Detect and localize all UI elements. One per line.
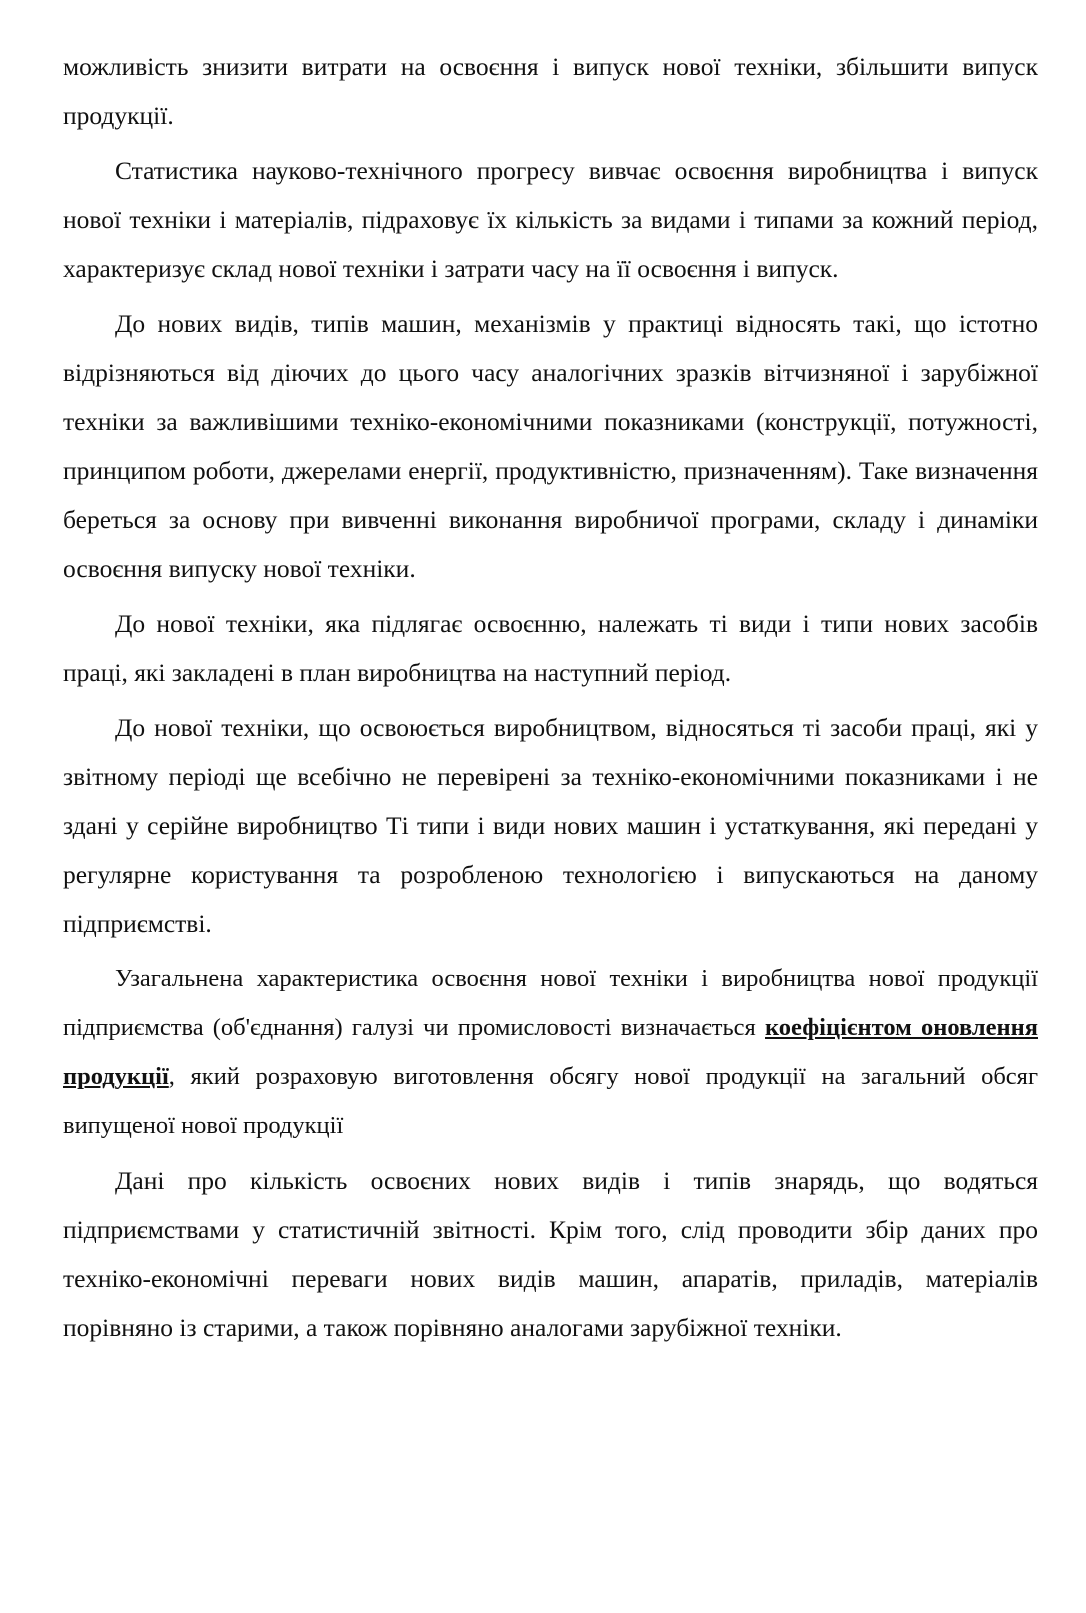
paragraph-6-tail: , який розраховую виготовлення обсягу нової продукції на загальний обсяг випущеної нової продукції [63, 1063, 1038, 1139]
document-page [63, 42, 1038, 1358]
paragraph-5: До нової техніки, що освоюється виробництвом, відносяться ті засоби праці, які у звітному періоді ще всебічно не перевірені за техніко-економічними показниками і не здані у серійне виробництво Ті типи і види нових машин і устаткування, які передані у регулярне користування та розробленою технологією і випускаються на даному підприємстві. [63, 713, 1038, 938]
paragraph-7: Дані про кількість освоєних нових видів і типів знарядь, що водяться підприємствами у статистичній звітності. Крім того, слід проводити збір даних про техніко-економічні переваги нових видів машин, апаратів, приладів, матеріалів порівняно із старими, а також порівняно аналогами зарубіжної техніки. [63, 1166, 1038, 1342]
paragraph-6 [63, 954, 1038, 1150]
paragraph-2: Статистика науково-технічного прогресу вивчає освоєння виробництва і випуск нової техніки і матеріалів, підраховує їх кількість за видами і типами за кожний період, характеризує склад нової техніки і затрати часу на її освоєння і випуск. [63, 156, 1038, 283]
paragraph-1: можливість знизити витрати на освоєння і випуск нової техніки, збільшити випуск продукції. [63, 52, 1038, 130]
paragraph-6-lead: Узагальнена характеристика освоєння нової техніки і виробництва нової продукції підприємства (об'єднання) галузі чи промисловості визначається [63, 965, 1038, 1041]
paragraph-3: До нових видів, типів машин, механізмів у практиці відносять такі, що істотно відрізняються від діючих до цього часу аналогічних зразків вітчизняної і зарубіжної техніки за важливішими техніко-економічними показниками (конструкції, потужності, принципом роботи, джерелами енергії, продуктивністю, призначенням). Таке визначення береться за основу при вивченні виконання виробничої програми, складу і динаміки освоєння випуску нової техніки. [63, 309, 1038, 583]
paragraph-4: До нової техніки, яка підлягає освоєнню, належать ті види і типи нових засобів праці, які закладені в план виробництва на наступний період. [63, 609, 1038, 687]
key-term: коефіцієнтом оновлення продукції [63, 1014, 1038, 1090]
